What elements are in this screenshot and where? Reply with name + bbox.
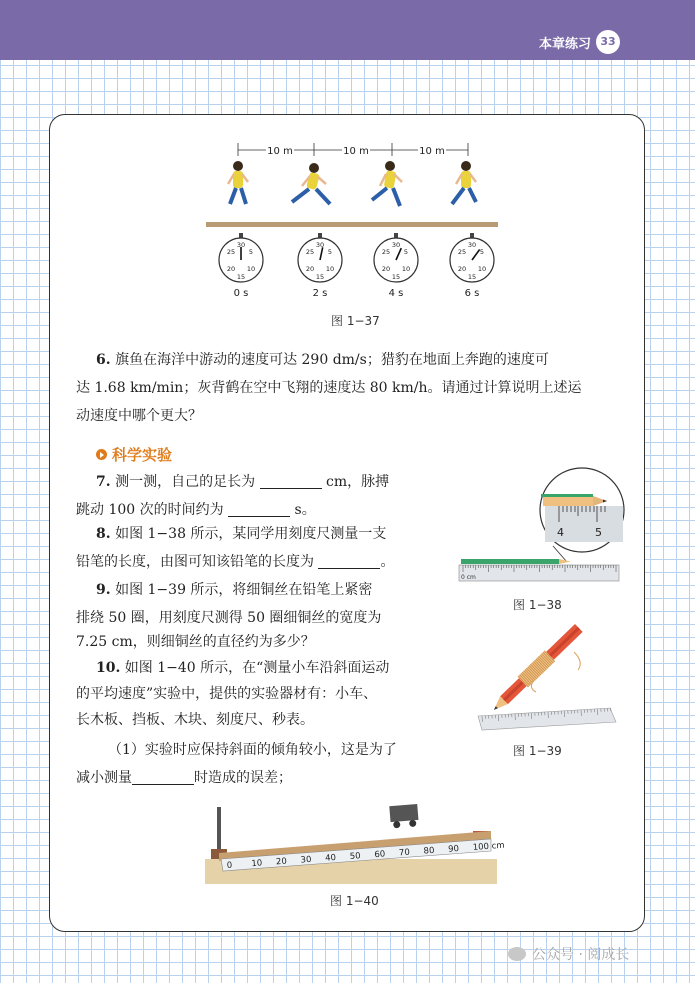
figure-1-37 [196, 140, 506, 305]
incline-ruler-label: 10 [251, 858, 263, 870]
incline-ruler-label: 80 [423, 845, 435, 857]
stopwatch-3 [374, 233, 418, 299]
watermark [508, 944, 629, 964]
clock-face-number: 5 [248, 248, 254, 256]
ground [206, 222, 498, 227]
question-8-text-b: 。 [380, 554, 395, 570]
question-7-text-b: cm，脉搏 [321, 474, 390, 490]
question-6-text: 旗鱼在海洋中游动的速度可达 290 dm/s；猎豹在地面上奔跑的速度可 [110, 352, 549, 368]
clock-face-number: 20 [457, 265, 467, 273]
question-10-sub-1-line-2 [76, 764, 292, 792]
question-6-line-1 [96, 346, 549, 374]
section-title-text: 科学实验 [112, 446, 173, 464]
watermark-text: 公众号 · 阅成长 [532, 947, 630, 963]
page-header [0, 0, 695, 60]
pulse-time-blank[interactable] [228, 500, 290, 517]
clock-face-number: 10 [477, 265, 487, 273]
clock-face-number: 15 [315, 273, 325, 281]
question-8-text-a: 铅笔的长度，由图可知该铅笔的长度为 [76, 554, 319, 570]
incline-ruler-label: 100 cm [472, 840, 506, 853]
question-10-sub-1-text-b: 时造成的误差； [194, 770, 292, 786]
question-7-text-a: 测一测，自己的足长为 [110, 474, 260, 490]
question-8-line-1 [96, 520, 386, 548]
question-6-line-3: 动速度中哪个更大？ [76, 408, 202, 424]
question-7-line-1 [96, 468, 389, 496]
clock-face-number: 5 [403, 248, 409, 256]
question-9-number: 9. [96, 582, 111, 598]
clock-face-number: 5 [327, 248, 333, 256]
question-10-sub-1-line-1: （1）实验时应保持斜面的倾角较小，这是为了 [108, 742, 397, 758]
clock-face-number: 30 [467, 241, 477, 249]
clock-face-number: 15 [236, 273, 246, 281]
pencil-length-blank[interactable] [318, 552, 380, 569]
zoom-circle [540, 468, 624, 562]
runner-4 [452, 161, 476, 204]
foot-length-blank[interactable] [260, 472, 322, 489]
runner-1 [228, 161, 248, 204]
incline-ruler-label: 70 [398, 847, 411, 859]
clock-face-number: 25 [226, 248, 236, 256]
clock-face-number: 20 [381, 265, 391, 273]
clock-face-number: 30 [391, 241, 401, 249]
clock-face-number: 20 [305, 265, 315, 273]
stopwatches [219, 233, 494, 299]
runner-2 [292, 163, 330, 204]
ruler-start-label: 0 cm [461, 574, 476, 581]
clock-face-number: 20 [226, 265, 236, 273]
incline-ruler-label: 20 [275, 856, 288, 868]
page-number: 33 [596, 30, 620, 54]
incline-ruler-label: 50 [349, 851, 362, 862]
distance-label-1: 10 m [267, 146, 293, 157]
wechat-icon [508, 947, 526, 961]
stopwatch-1 [219, 233, 263, 299]
chapter-label: 本章练习 [538, 37, 591, 52]
figure-1-38-caption: 图 1−38 [513, 598, 562, 612]
play-bullet-icon [96, 449, 107, 460]
clock-face-number: 10 [246, 265, 256, 273]
clock-face-number: 10 [325, 265, 335, 273]
clock-face-number: 25 [381, 248, 391, 256]
cart [389, 804, 419, 829]
figure-1-37-caption: 图 1−37 [331, 314, 380, 328]
clock-face-number: 25 [457, 248, 467, 256]
clock-time-label: 0 s [233, 288, 249, 299]
figure-1-39 [474, 622, 624, 738]
question-9-line-2: 排绕 50 圈，用刻度尺测得 50 圈细铜丝的宽度为 [76, 610, 382, 626]
distance-label-3: 10 m [419, 146, 445, 157]
incline-ruler-label: 0 [226, 860, 233, 871]
ruler [459, 565, 619, 581]
question-6-line-2: 达 1.68 km/min；灰背鹤在空中飞翔的速度达 80 km/h。请通过计算说明上述运 [76, 380, 582, 396]
question-8-line-2 [76, 548, 394, 576]
clock-face-number: 15 [391, 273, 401, 281]
question-6-number: 6. [96, 352, 111, 368]
runner-3 [372, 161, 402, 206]
question-10-line-3: 长木板、挡板、木块、刻度尺、秒表。 [76, 712, 314, 728]
clock-face-number: 10 [401, 265, 411, 273]
question-8-text: 如图 1−38 所示，某同学用刻度尺测量一支 [110, 526, 387, 542]
incline-ruler-label: 30 [300, 854, 312, 866]
figure-1-40 [205, 801, 506, 884]
clock-time-label: 2 s [312, 288, 328, 299]
question-10-text: 如图 1−40 所示，在“测量小车沿斜面运动 [120, 660, 390, 676]
pencil [461, 559, 559, 564]
figure-1-40-caption: 图 1−40 [330, 894, 379, 908]
question-10-line-1 [96, 654, 389, 682]
clock-face-number: 5 [479, 248, 485, 256]
clock-time-label: 4 s [388, 288, 404, 299]
question-9-line-1 [96, 576, 372, 604]
figure-1-39-caption: 图 1−39 [513, 744, 562, 758]
incline-ruler-label: 40 [324, 853, 337, 864]
stopwatch-4 [450, 233, 494, 299]
distance-label-2: 10 m [343, 146, 369, 157]
measurement-blank[interactable] [132, 768, 194, 785]
question-7-number: 7. [96, 474, 111, 490]
zoom-label-4: 4 [557, 526, 564, 539]
clock-face-number: 25 [305, 248, 315, 256]
section-title [96, 444, 172, 465]
question-9-text: 如图 1−39 所示，将细铜丝在铅笔上紧密 [110, 582, 373, 598]
question-9-line-3: 7.25 cm，则细铜丝的直径约为多少？ [76, 634, 315, 650]
clock-face-number: 30 [236, 241, 246, 249]
question-10-line-2: 的平均速度”实验中，提供的实验器材有：小车、 [76, 686, 378, 702]
clock-face-number: 15 [467, 273, 477, 281]
clock-face-number: 30 [315, 241, 325, 249]
question-7-text-c: 跳动 100 次的时间约为 [76, 502, 229, 518]
question-10-number: 10. [96, 660, 121, 676]
incline-ruler-label: 90 [447, 844, 460, 855]
wrapped-pencil [489, 623, 584, 716]
incline-ruler-label: 60 [374, 849, 386, 861]
stopwatch-2 [298, 233, 342, 299]
zoom-label-5: 5 [595, 526, 602, 539]
figure-1-38 [455, 466, 627, 590]
question-10-sub-1-text-a: 减小测量 [76, 770, 132, 786]
clock-time-label: 6 s [464, 288, 480, 299]
question-7-text-d: s。 [290, 502, 316, 518]
question-8-number: 8. [96, 526, 111, 542]
